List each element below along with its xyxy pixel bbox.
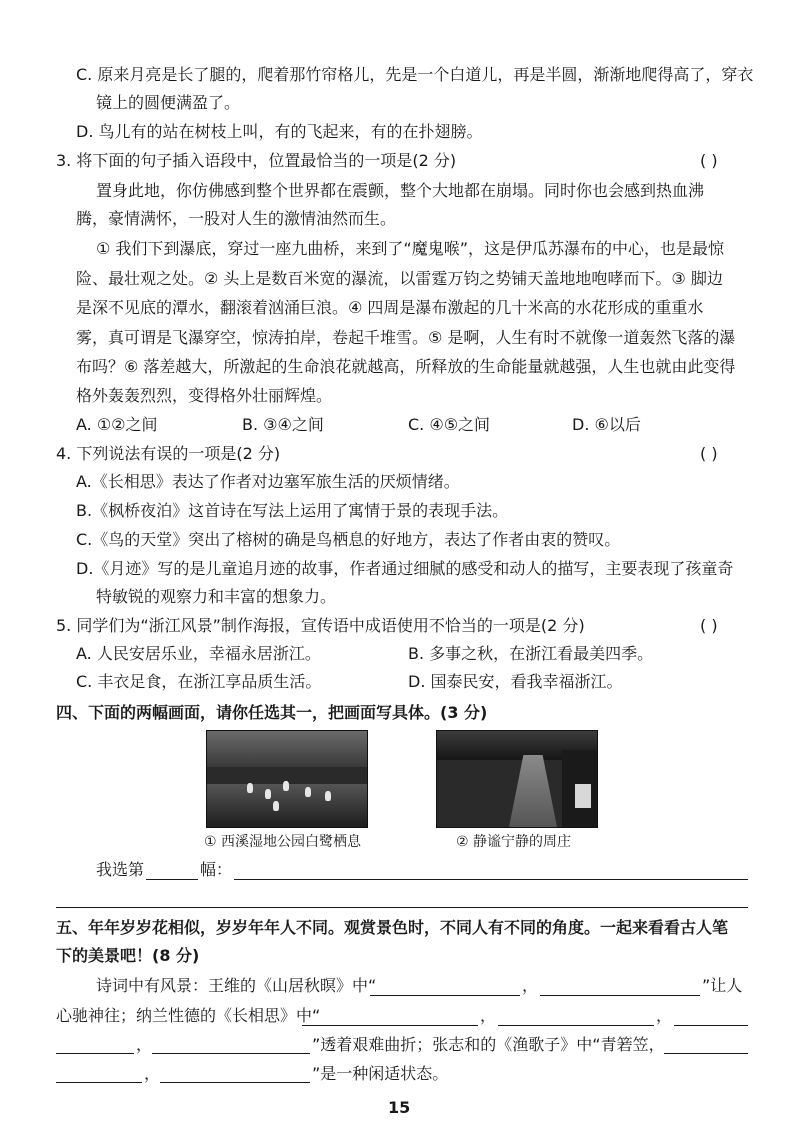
q3-option-a: A. ①②之间 [76,415,158,434]
section5-title-line2: 下的美景吧！(8 分) [56,946,200,965]
q4-option-d-line1: D.《月迹》写的是儿童追月迹的故事，作者通过细腻的感受和动人的描写，主要表现了孩童奇 [76,559,734,578]
s5-line3-a: ， [136,1035,153,1054]
q3-option-d: D. ⑥以后 [572,415,641,434]
page-number: 15 [388,1098,411,1117]
q4-answer-bracket: ( ) [700,444,718,463]
q3-option-b: B. ③④之间 [242,415,324,434]
photo1-caption: ① 西溪湿地公园白鹭栖息 [204,834,362,850]
s5-line1-b: ， [522,976,539,995]
choose-suffix: 幅： [200,860,233,879]
q3-passage-line: 险、最壮观之处。② 头上是数百米宽的瀑流，以雷霆万钧之势铺天盖地地咆哮而下。③ 脚边 [76,269,723,288]
zhouzhuang-photo [436,730,598,828]
q5-option-a: A. 人民安居乐业，幸福永居浙江。 [76,644,321,663]
poem-blank[interactable] [674,1025,748,1026]
poem-blank[interactable] [56,1053,134,1054]
q3-sentence-line1: 置身此地，你仿佛感到整个世界都在震颤，整个大地都在崩塌。同时你也会感到热血沸 [96,181,705,200]
section5-title-line1: 五、年年岁岁花相似，岁岁年年人不同。观赏景色时，不同人有不同的角度。一起来看看古人笔 [56,918,729,937]
q4-option-c: C.《鸟的天堂》突出了榕树的确是鸟栖息的好地方，表达了作者由衷的赞叹。 [76,530,621,549]
q4-option-b: B.《枫桥夜泊》这首诗在写法上运用了寓情于景的表现手法。 [76,501,509,520]
q2-option-c-line2: 镜上的圆便满盈了。 [96,93,241,112]
q3-sentence-line2: 腾，豪情满怀，一股对人生的激情油然而生。 [76,209,397,228]
q2-option-d: D. 鸟儿有的站在树枝上叫，有的飞起来，有的在扑翅膀。 [76,122,483,141]
s5-line2-b: ， [480,1006,497,1025]
poem-blank[interactable] [302,1025,478,1026]
s5-line2-c: ， [656,1006,673,1025]
q5-option-c: C. 丰衣足食，在浙江享品质生活。 [76,672,322,691]
q2-option-c-line1: C. 原来月亮是长了腿的，爬着那竹帘格儿，先是一个白道儿，再是半圆，渐渐地爬得高了，穿衣 [76,65,754,84]
answer-line[interactable] [234,879,748,880]
poem-blank[interactable] [152,1053,310,1054]
q3-passage-line: 格外轰轰烈烈，变得格外壮丽辉煌。 [76,386,333,405]
poem-blank[interactable] [664,1053,748,1054]
q5-stem: 5. 同学们为“浙江风景”制作海报，宣传语中成语使用不恰当的一项是(2 分) [56,616,585,635]
s5-line4-a: ， [144,1064,161,1083]
s5-line1-c: ”让人 [702,976,743,995]
q5-option-d: D. 国泰民安，看我幸福浙江。 [408,672,623,691]
poem-blank[interactable] [56,1082,142,1083]
photo2-caption: ② 静谧宁静的周庄 [456,834,572,850]
s5-line3-b: ”透着艰难曲折；张志和的《渔歌子》中“青箬笠， [312,1035,665,1054]
s5-line1-a: 诗词中有风景：王维的《山居秋暝》中“ [96,976,377,995]
q3-passage-line: 雾，真可谓是飞瀑穿空，惊涛拍岸，卷起千堆雪。⑤ 是啊，人生有时不就像一道轰然飞落的瀑 [76,328,736,347]
q3-answer-bracket: ( ) [700,151,718,170]
poem-blank[interactable] [540,995,700,996]
choose-prefix: 我选第 [96,860,145,879]
q5-option-b: B. 多事之秋，在浙江看最美四季。 [408,644,654,663]
egret-wetland-photo [206,730,368,828]
choice-blank[interactable] [146,879,198,880]
q3-passage-line: ① 我们下到瀑底，穿过一座九曲桥，来到了“魔鬼喉”，这是伊瓜苏瀑布的中心，也是最惊 [96,239,725,258]
q4-option-d-line2: 特敏锐的观察力和丰富的想象力。 [96,587,337,606]
q3-passage-line: 布吗？⑥ 落差越大，所激起的生命浪花就越高，所释放的生命能量就越强，人生也就由此变得 [76,357,736,376]
s5-line4-b: ”是一种闲适状态。 [312,1064,449,1083]
q4-option-a: A.《长相思》表达了作者对边塞军旅生活的厌烦情绪。 [76,472,460,491]
s5-line2-a: 心驰神往；纳兰性德的《长相思》中“ [56,1006,321,1025]
poem-blank[interactable] [160,1082,310,1083]
answer-line[interactable] [56,907,748,908]
poem-blank[interactable] [370,995,520,996]
poem-blank[interactable] [498,1025,654,1026]
q5-answer-bracket: ( ) [700,616,718,635]
q3-stem: 3. 将下面的句子插入语段中，位置最恰当的一项是(2 分) [56,151,457,170]
q4-stem: 4. 下列说法有误的一项是(2 分) [56,444,281,463]
q3-option-c: C. ④⑤之间 [408,415,491,434]
section4-title: 四、下面的两幅画面，请你任选其一，把画面写具体。(3 分) [56,703,488,722]
q3-passage-line: 是深不见底的潭水，翻滚着汹涌巨浪。④ 四周是瀑布激起的几十米高的水花形成的重重水 [76,298,704,317]
